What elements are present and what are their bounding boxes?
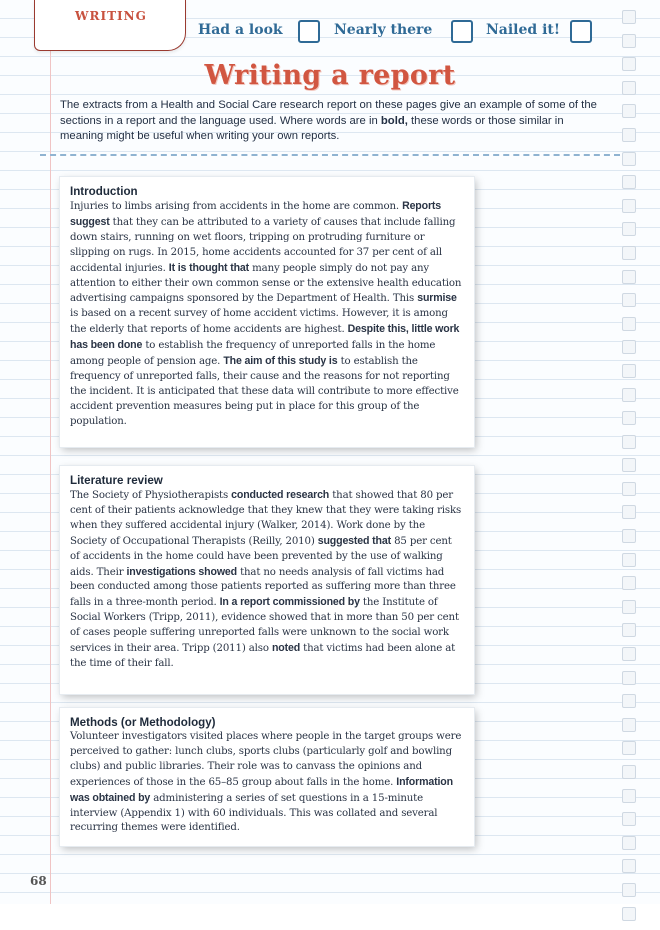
side-checkbox-column bbox=[622, 10, 638, 930]
page-title: Writing a report bbox=[204, 60, 456, 91]
methods-card bbox=[60, 708, 474, 846]
intro-bold-word: bold, bbox=[380, 114, 408, 127]
had-a-look-checkbox[interactable] bbox=[298, 20, 320, 43]
literature-review-heading: Literature review bbox=[70, 474, 163, 487]
status-had-a-look: Had a look bbox=[198, 22, 283, 38]
literature-review-card bbox=[60, 466, 474, 694]
dashed-divider bbox=[40, 154, 620, 156]
status-nailed-it: Nailed it! bbox=[486, 22, 561, 38]
nearly-there-checkbox[interactable] bbox=[451, 20, 473, 43]
section-tab bbox=[34, 0, 186, 51]
intro-paragraph: The extracts from a Health and Social Care research report on these pages give an example of some of the sections in a report and the language used. Where words are in bold, these words or those similar in meaning might be useful when writing your own reports. bbox=[60, 99, 597, 143]
literature-review-text: The Society of Physiotherapists conducted research that showed that 80 per cent of their patients acknowledge that they knew that they were taking risks when they suffered accidental injury (Walker, 2014). Work done by the Society of Occupational Therapists (Reilly, 2010) suggested that 85 per cent of accidents in the home could have been prevented by the use of walking aids. Their investigations showed that no needs analysis of fall victims had been conducted among those patients reported as suffering more than three falls in a three-month period. In a report commissioned by the Institute of Social Workers (Tripp, 2011), evidence showed that in more than 50 per cent of cases people suffering unreported falls were unknown to the social work services in their area. Tripp (2011) also noted that victims had been alone at the time of their fall. bbox=[70, 489, 462, 669]
introduction-text: Injuries to limbs arising from accidents in the home are common. Reports suggest that they can be attributed to a variety of causes that include falling down stairs, running on wet floors, tripping on protruding furniture or slipping on rugs. In 2015, home accidents accounted for 37 per cent of all accidental injuries. It is thought that many people simply do not pay any attention to either their own common sense or the extensive health education advertising campaigns sponsored by the Department of Health. This surmise is based on a recent survey of home accident victims. However, it is among the elderly that reports of home accidents are highest. Despite this, little work has been done to establish the frequency of unreported falls in the home among people of pension age. The aim of this study is to establish the frequency of unreported falls, their cause and the reasons for not reporting the incident. It is anticipated that these data will contribute to more effective accident prevention measures being put in place for this group of the population. bbox=[70, 200, 462, 427]
page-number: 68 bbox=[30, 874, 47, 888]
introduction-heading: Introduction bbox=[70, 185, 138, 198]
nailed-it-checkbox[interactable] bbox=[570, 20, 592, 43]
introduction-card bbox=[60, 177, 474, 447]
methods-text: Volunteer investigators visited places where people in the target groups were perceived to gather: lunch clubs, sports clubs (particularly golf and bowling clubs) and public libraries. Their role was to canvass the opinions and experiences of those in the 65–85 group about falls in the home. Information was obtained by administering a series of set questions in a 15-minute interview (Appendix 1) with 60 individuals. This was collated and several recurring themes were identified. bbox=[70, 731, 462, 834]
margin-line bbox=[50, 0, 51, 904]
status-nearly-there: Nearly there bbox=[334, 22, 433, 38]
methods-heading: Methods (or Methodology) bbox=[70, 716, 216, 729]
section-tab-label: WRITING bbox=[75, 9, 147, 23]
